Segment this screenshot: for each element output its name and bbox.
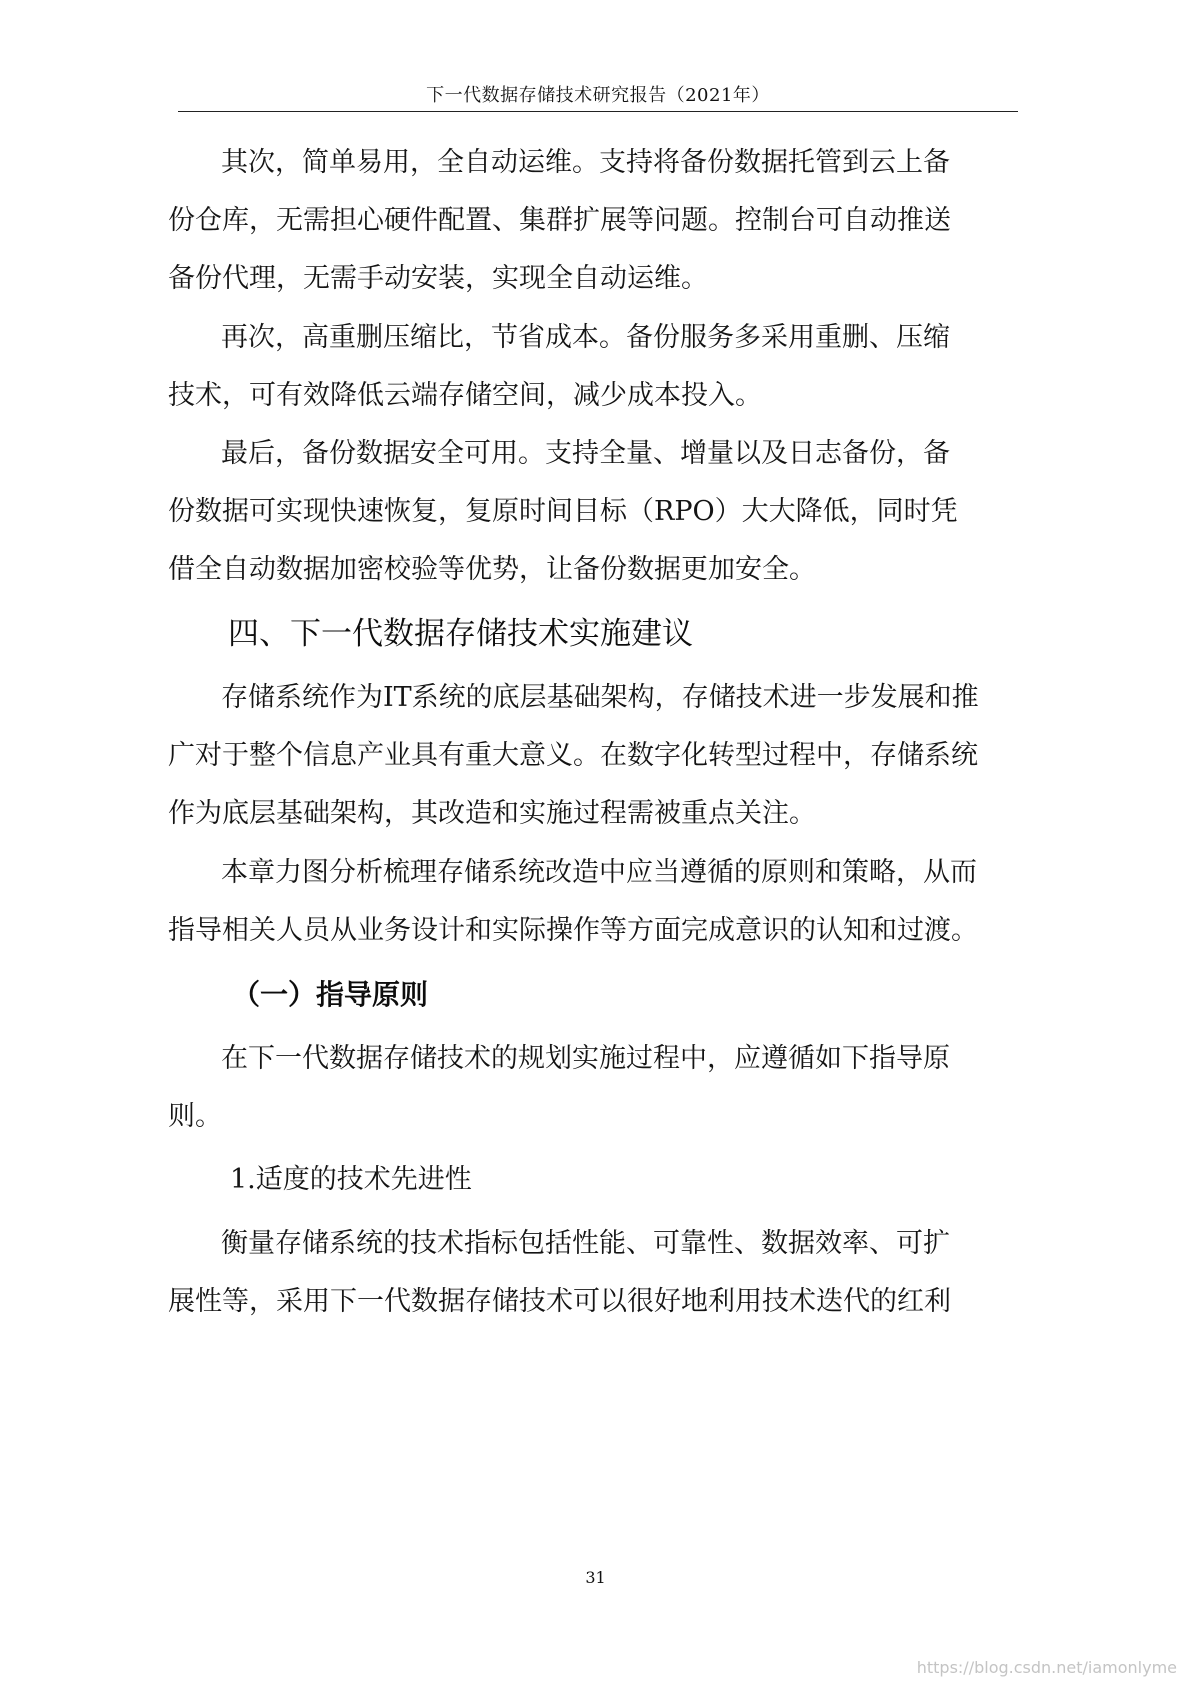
subsection-heading: （一）指导原则 <box>232 978 429 1011</box>
running-header-title: 下一代数据存储技术研究报告（2021年） <box>426 85 770 106</box>
text-line: 广对于整个信息产业具有重大意义。在数字化转型过程中，存储系统 <box>168 740 978 771</box>
text-line: 份仓库，无需担心硬件配置、集群扩展等问题。控制台可自动推送 <box>168 205 951 236</box>
text-line: 其次，简单易用，全自动运维。支持将备份数据托管到云上备 <box>221 147 950 178</box>
page-number: 31 <box>585 1568 606 1587</box>
watermark-url: https://blog.csdn.net/iamonlyme <box>916 1658 1177 1677</box>
text-line: 备份代理，无需手动安装，实现全自动运维。 <box>168 263 708 294</box>
text-line: 在下一代数据存储技术的规划实施过程中，应遵循如下指导原 <box>221 1043 950 1074</box>
text-line: 技术，可有效降低云端存储空间，减少成本投入。 <box>168 380 762 411</box>
text-line: 作为底层基础架构，其改造和实施过程需被重点关注。 <box>168 798 816 829</box>
header-divider <box>178 111 1018 112</box>
text-line: 份数据可实现快速恢复，复原时间目标（RPO）大大降低，同时凭 <box>168 496 958 527</box>
text-line: 指导相关人员从业务设计和实际操作等方面完成意识的认知和过渡。 <box>168 915 978 946</box>
text-line: 衡量存储系统的技术指标包括性能、可靠性、数据效率、可扩 <box>221 1228 950 1259</box>
text-line: 再次，高重删压缩比，节省成本。备份服务多采用重删、压缩 <box>221 322 950 353</box>
section-heading: 四、下一代数据存储技术实施建议 <box>228 616 693 652</box>
text-line: 存储系统作为IT系统的底层基础架构，存储技术进一步发展和推 <box>221 682 979 713</box>
text-line: 借全自动数据加密校验等优势，让备份数据更加安全。 <box>168 554 816 585</box>
text-line: 展性等，采用下一代数据存储技术可以很好地利用技术迭代的红利 <box>168 1286 951 1317</box>
item-heading: 1.适度的技术先进性 <box>230 1164 472 1195</box>
text-line: 最后，备份数据安全可用。支持全量、增量以及日志备份，备 <box>221 438 950 469</box>
text-line: 则。 <box>168 1101 222 1132</box>
text-line: 本章力图分析梳理存储系统改造中应当遵循的原则和策略，从而 <box>221 857 977 888</box>
